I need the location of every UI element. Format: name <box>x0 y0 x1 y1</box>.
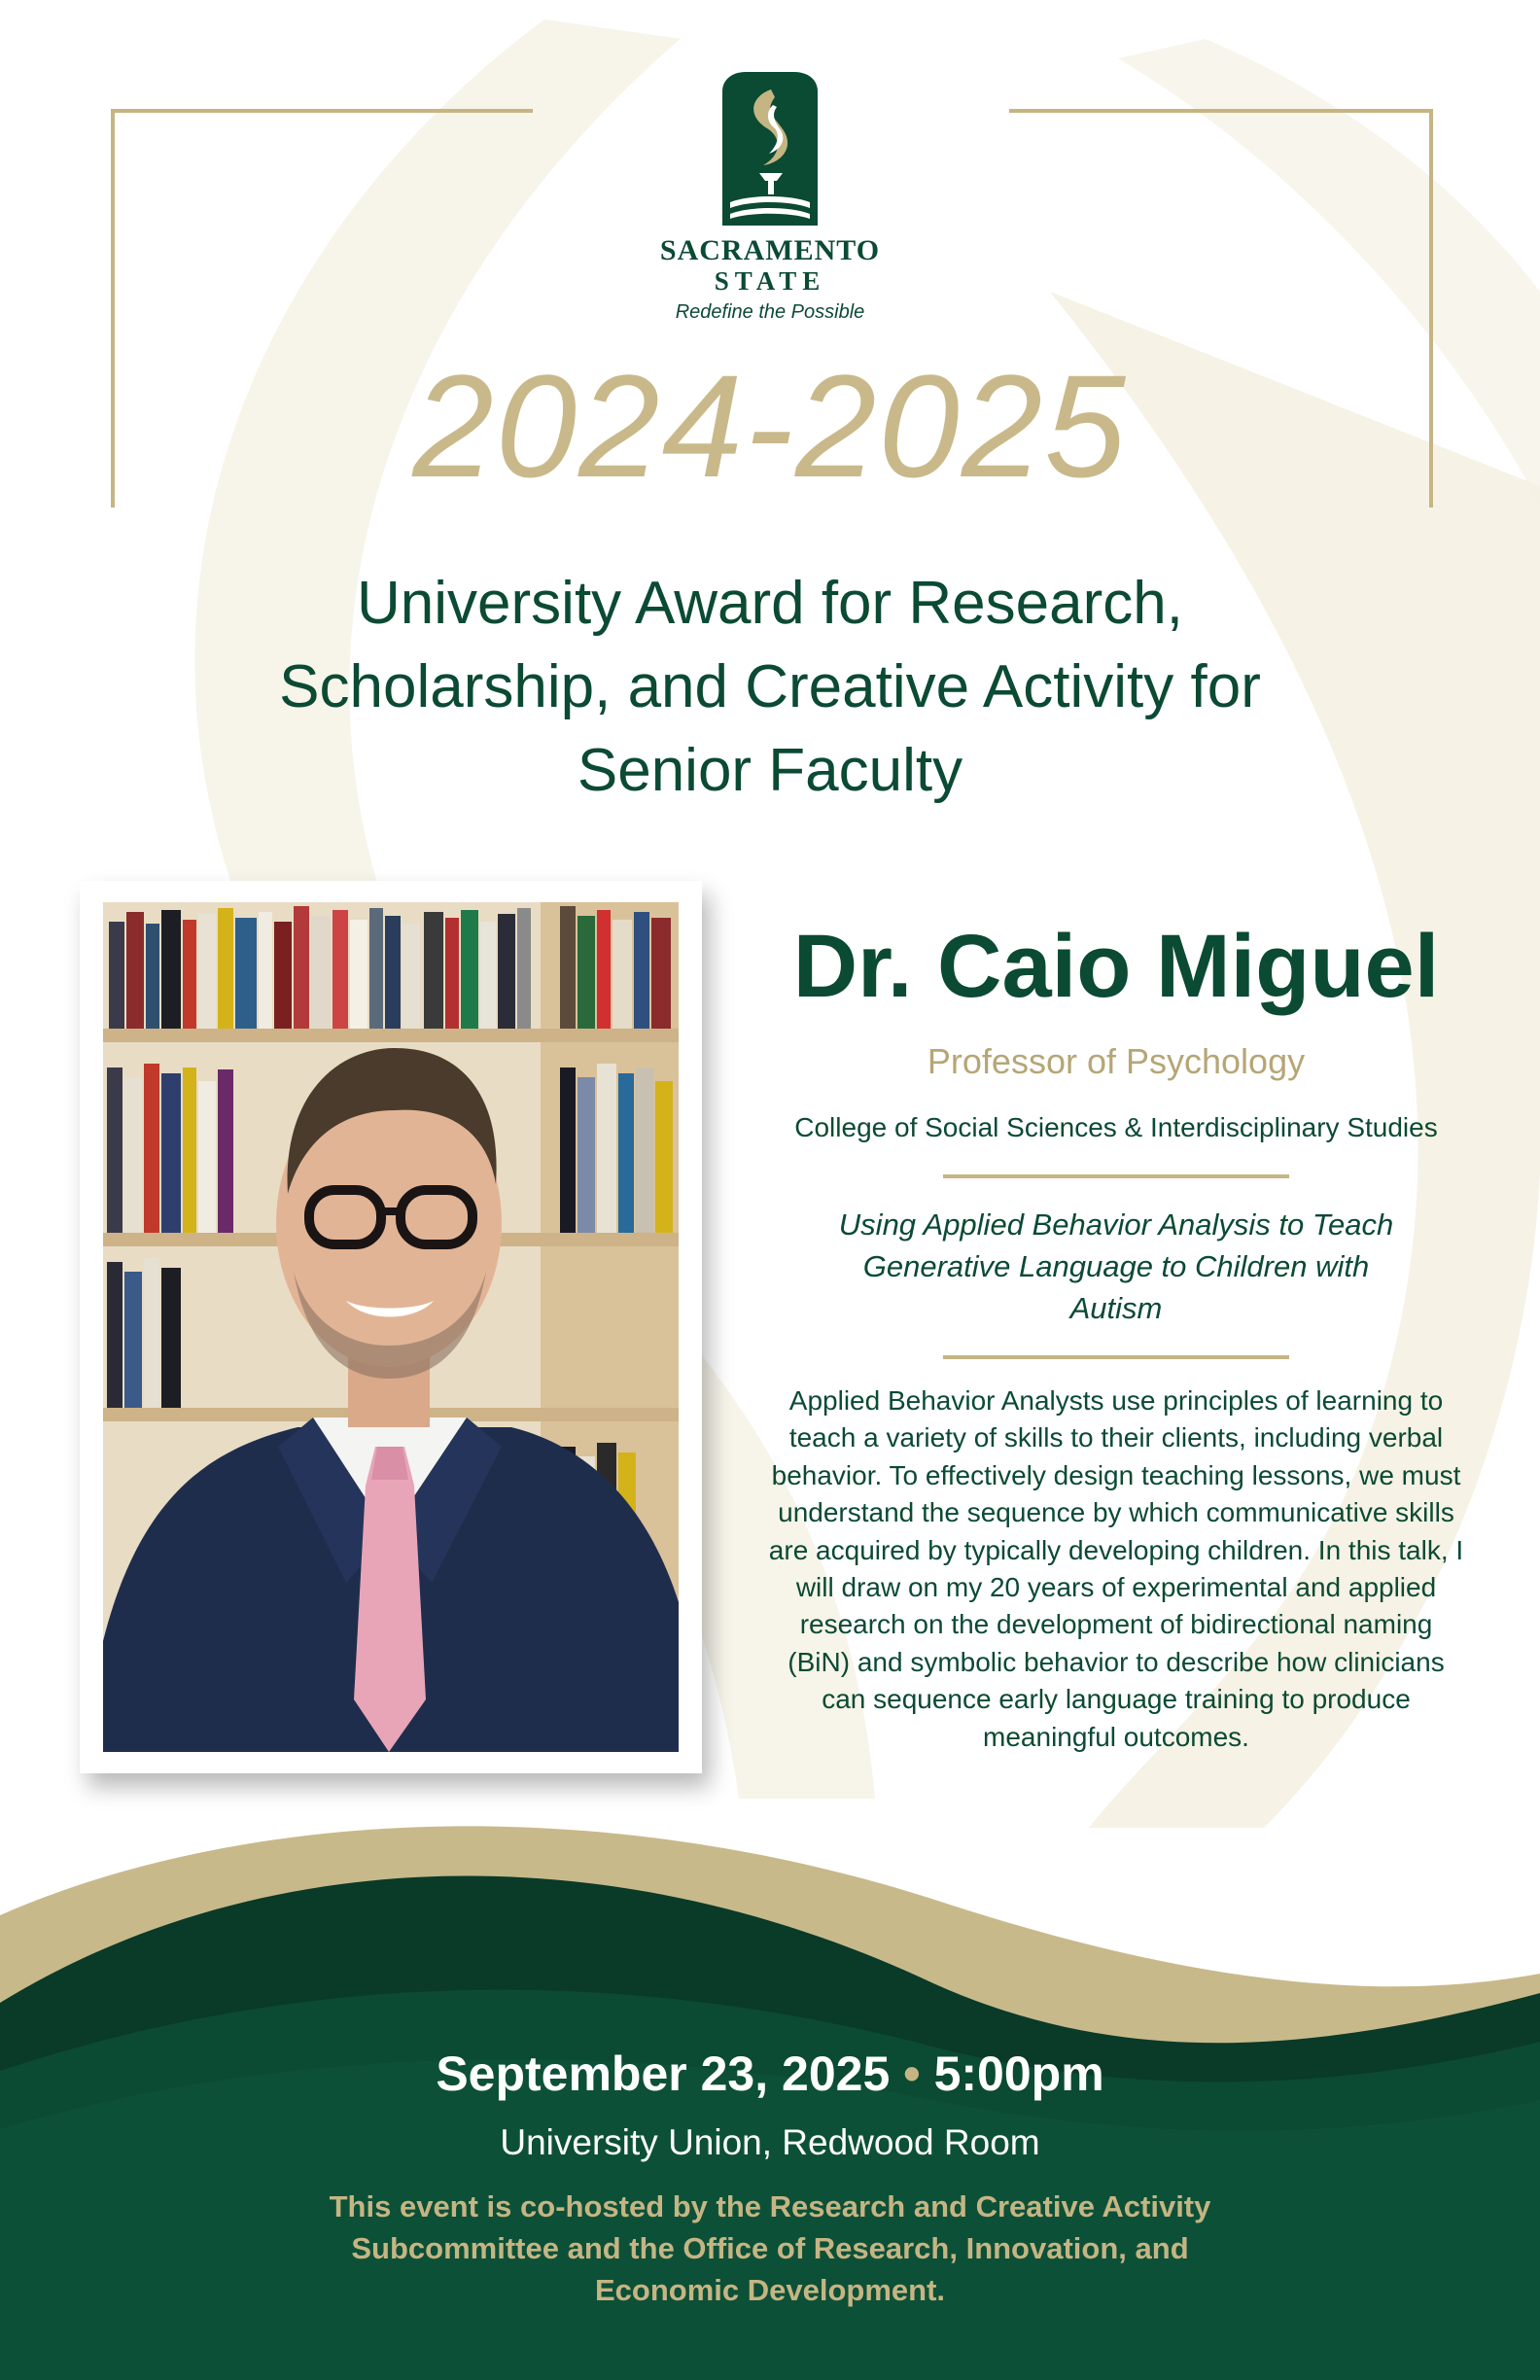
divider-top <box>943 1174 1289 1178</box>
talk-title: Using Applied Behavior Analysis to Teach Generative Language to Children with Autism <box>838 1208 1394 1325</box>
event-time: 5:00pm <box>933 2047 1104 2101</box>
separator-dot: • <box>903 2047 921 2101</box>
portrait-photo <box>103 902 679 1752</box>
talk-abstract: Applied Behavior Analysts use principles of learning to teach a variety of skills to their clients, including verbal behavior. To effectively design teaching lessons, we must understand the sequence by which communicative skills are acquired by typically developing children. In this talk, I will draw on my 20 years of experimental and applied research on the development of bidirectional naming (BiN) and symbolic behavior to describe how clinicians can sequence early language training to produce meaningful outcomes. <box>768 1385 1464 1752</box>
honoree-title: Professor of Psychology <box>927 1041 1306 1081</box>
event-date-time <box>0 2044 1540 2104</box>
award-year: 2024-2025 <box>412 344 1128 508</box>
divider-bottom <box>943 1355 1289 1359</box>
logo-tagline: Redefine the Possible <box>675 301 865 323</box>
award-title: University Award for Research, Scholarship, and Creative Activity for Senior Faculty <box>279 570 1261 804</box>
logo-name-line2: STATE <box>714 266 826 296</box>
event-venue: University Union, Redwood Room <box>500 2122 1040 2162</box>
photo-frame <box>80 881 702 1773</box>
frame-top-left <box>111 109 533 113</box>
cohost-note: This event is co-hosted by the Research and Creative Activity Subcommittee and the Office of Research, Innovation, and Economic Development. <box>329 2189 1211 2307</box>
frame-top-right <box>1009 109 1433 113</box>
event-date: September 23, 2025 <box>436 2047 891 2101</box>
honoree-college: College of Social Sciences & Interdisciplinary Studies <box>794 1112 1438 1142</box>
honoree-name: Dr. Caio Miguel <box>792 917 1440 1016</box>
torch-flame-icon <box>720 72 820 228</box>
university-logo <box>653 72 887 324</box>
logo-name-line1: SACRAMENTO <box>659 234 881 266</box>
